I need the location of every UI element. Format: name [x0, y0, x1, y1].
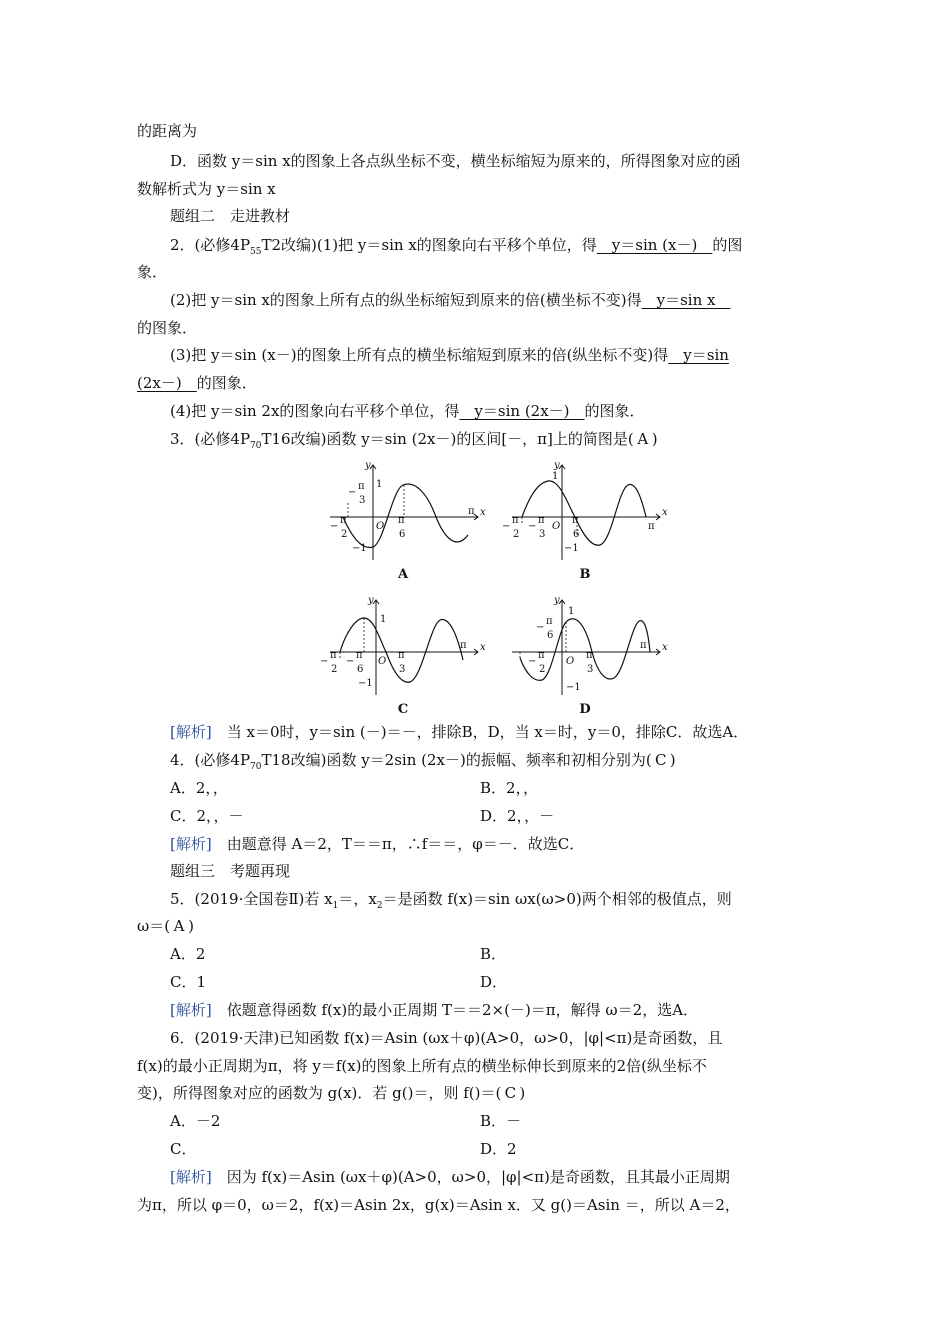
question-4: 4．(必修$4P_{70}T18$改编)函数 y＝2sin (2x－)的振幅、频率和初相分别为( C )	[170, 751, 676, 772]
axis-label-y: y	[554, 595, 560, 606]
tick-mid-num: π	[358, 481, 365, 492]
question-5: 5．(2019·全国卷Ⅱ)若 $x_1=$，$x_2=$是函数 f(x)＝sin ωx(ω>0)两个相邻的极值点，则	[170, 890, 732, 911]
origin-label: O	[552, 521, 561, 532]
q4-option-b: B．2，，	[480, 779, 539, 797]
q5-option-a: A．2	[170, 945, 206, 963]
tick-right-den: 3	[587, 664, 594, 675]
question-2-part-2: (2)把 y＝sin x的图象上所有点的纵坐标缩短到原来的倍(横坐标不变)得 y＝sin x	[170, 291, 731, 309]
graph-d-svg	[500, 590, 670, 698]
tick-minus: −	[348, 487, 357, 498]
graph-b-svg	[500, 455, 670, 563]
question-6-line-3: 变)，所得图象对应的函数为 g(x)．若 g()＝，则 f()＝( C )	[137, 1084, 526, 1102]
origin-label: O	[378, 656, 387, 667]
question-3: 3．(必修$4P_{70}T16$改编)函数 y＝sin (2x－)的区间[－，π]上的简图是( A )	[170, 430, 658, 451]
origin-label: O	[376, 521, 385, 532]
section-heading-3: 题组三 考题再现	[170, 862, 291, 880]
tick-minus: −	[346, 656, 355, 667]
tick-mid-num: π	[356, 650, 363, 661]
question-6-line-2: f(x)的最小正周期为π，将 y＝f(x)的图象上所有点的横坐标伸长到原来的2倍(纵坐标不	[137, 1057, 707, 1075]
graph-a-svg	[318, 455, 488, 563]
tick-one: 1	[376, 479, 383, 490]
tick-mid-num: π	[546, 616, 553, 627]
q4-option-c: C．2，，－	[170, 807, 244, 825]
tick-right-den: 3	[399, 664, 406, 675]
question-5-line-2: ω＝( A )	[137, 917, 194, 935]
answer: A	[637, 430, 649, 448]
q5-option-d: D．	[480, 973, 508, 991]
tick-minus: −	[528, 656, 537, 667]
axis-label-y: y	[368, 595, 374, 606]
graph-option-a	[318, 455, 488, 580]
graph-label: A	[397, 567, 409, 582]
axis-label-y: y	[554, 460, 560, 471]
tick-pi: π	[648, 521, 655, 532]
tick-one: 1	[552, 471, 559, 482]
tick-neg-one: −1	[564, 543, 579, 554]
answer-blank: y＝sin (x－)	[596, 236, 713, 254]
question-2-line-2: 象．	[137, 263, 168, 281]
tick-mid-den: 6	[357, 664, 364, 675]
analysis-tag: [解析]	[170, 1001, 212, 1019]
answer: C	[654, 751, 667, 769]
tick-right-num: π	[398, 650, 405, 661]
question-2-line-1: 2．(必修$4P_{55}T2$改编)(1)把 y＝sin x的图象向右平移个单位，得 y＝sin (x－) 的图	[170, 236, 743, 257]
line-1: 的距离为	[137, 122, 198, 140]
tick-minus: −	[330, 521, 339, 532]
graph-label: C	[397, 702, 409, 717]
line-3: 数解析式为 y＝sin x	[137, 180, 276, 198]
tick-mid-den: 6	[547, 630, 554, 641]
axis-label-x: x	[662, 642, 668, 653]
q6-option-d: D．2	[480, 1140, 517, 1158]
tick-left-den: 2	[341, 529, 348, 540]
q5-option-b: B．	[480, 945, 507, 963]
tick-left-den: 2	[539, 664, 546, 675]
tick-pi: π	[640, 640, 647, 651]
question-2-part-4: (4)把 y＝sin 2x的图象向右平移个单位，得 y＝sin (2x－) 的图象．	[170, 402, 645, 420]
tick-pi: π	[468, 506, 475, 517]
answer-blank: (2x－)	[137, 374, 197, 392]
tick-pi: π	[460, 640, 467, 651]
q6-option-a: A．－2	[170, 1112, 221, 1130]
analysis-3: [解析] 当 x＝0时，y＝sin (－)＝－，排除B，D，当 x＝时，y＝0，排除C．故选A．	[170, 723, 749, 741]
tick-neg-one: −1	[358, 678, 373, 689]
section-heading-2: 题组二 走进教材	[170, 207, 291, 225]
graph-option-c	[318, 590, 488, 715]
question-6-line-1: 6．(2019·天津)已知函数 f(x)＝Asin (ωx＋φ)(A>0，ω>0，|φ|<π)是奇函数，且	[170, 1029, 723, 1047]
tick-minus: −	[502, 521, 511, 532]
tick-right-num: π	[398, 515, 405, 526]
tick-left-den: 2	[513, 529, 520, 540]
question-2-part-2-end: 的图象．	[137, 319, 198, 337]
q4-option-a: A．2，，	[170, 779, 228, 797]
axis-label-x: x	[480, 642, 486, 653]
tick-minus: −	[536, 622, 545, 633]
graph-options	[300, 455, 680, 720]
q6-option-b: B．－	[480, 1112, 522, 1130]
tick-one: 1	[380, 614, 387, 625]
tick-right-den: 6	[573, 529, 580, 540]
answer-blank: y＝sin x	[641, 291, 731, 309]
tick-left-num: π	[330, 650, 337, 661]
tick-one: 1	[568, 606, 575, 617]
tick-left-num: π	[538, 650, 545, 661]
axis-label-y: y	[365, 460, 371, 471]
tick-left-num: π	[512, 515, 519, 526]
tick-mid-num: π	[538, 515, 545, 526]
axis-label-x: x	[480, 507, 486, 518]
tick-neg-one: −1	[566, 682, 581, 693]
answer-blank: y＝sin	[668, 346, 729, 364]
q5-option-c: C．1	[170, 973, 207, 991]
tick-right-num: π	[586, 650, 593, 661]
origin-label: O	[566, 656, 575, 667]
answer: A	[173, 917, 185, 935]
graph-option-d	[500, 590, 670, 715]
graph-label: D	[579, 702, 591, 717]
tick-mid-den: 3	[359, 495, 366, 506]
q4-option-d: D．2，，－	[480, 807, 555, 825]
graph-option-b	[500, 455, 670, 580]
analysis-5: [解析] 依题意得函数 f(x)的最小正周期 T＝＝2×(－)＝π，解得 ω＝2，选A．	[170, 1001, 699, 1019]
axis-label-x: x	[662, 507, 668, 518]
tick-minus: −	[320, 656, 329, 667]
tick-left-den: 2	[331, 664, 338, 675]
analysis-tag: [解析]	[170, 1168, 212, 1186]
tick-minus: −	[528, 521, 537, 532]
tick-right-den: 6	[399, 529, 406, 540]
analysis-tag: [解析]	[170, 723, 212, 741]
curve-a	[343, 484, 468, 547]
graph-c-svg	[318, 590, 488, 698]
line-2: D．函数 y＝sin x的图象上各点纵坐标不变，横坐标缩短为原来的，所得图象对应的函	[170, 152, 741, 170]
question-2-part-3-end: (2x－) 的图象．	[137, 374, 257, 392]
analysis-6-line-2: 为π，所以 φ＝0，ω＝2，f(x)＝Asin 2x，g(x)＝Asin x．又 g()＝Asin ＝，所以 A＝2，	[137, 1196, 740, 1214]
q6-option-c: C．	[170, 1140, 197, 1158]
analysis-4: [解析] 由题意得 A＝2，T＝＝π，∴f＝＝，φ＝－．故选C．	[170, 835, 585, 853]
tick-left-num: π	[340, 515, 347, 526]
analysis-6: [解析] 因为 f(x)＝Asin (ωx＋φ)(A>0，ω>0，|φ|<π)是奇函数，且其最小正周期	[170, 1168, 730, 1186]
tick-mid-den: 3	[539, 529, 546, 540]
question-2-part-3: (3)把 y＝sin (x－)的图象上所有点的横坐标缩短到原来的倍(纵坐标不变)得 y＝sin	[170, 346, 729, 364]
graph-label: B	[579, 567, 591, 582]
analysis-tag: [解析]	[170, 835, 212, 853]
tick-right-num: π	[572, 515, 579, 526]
answer-blank: y＝sin (2x－)	[459, 402, 585, 420]
answer: C	[504, 1084, 517, 1102]
tick-neg-one: −1	[352, 543, 367, 554]
